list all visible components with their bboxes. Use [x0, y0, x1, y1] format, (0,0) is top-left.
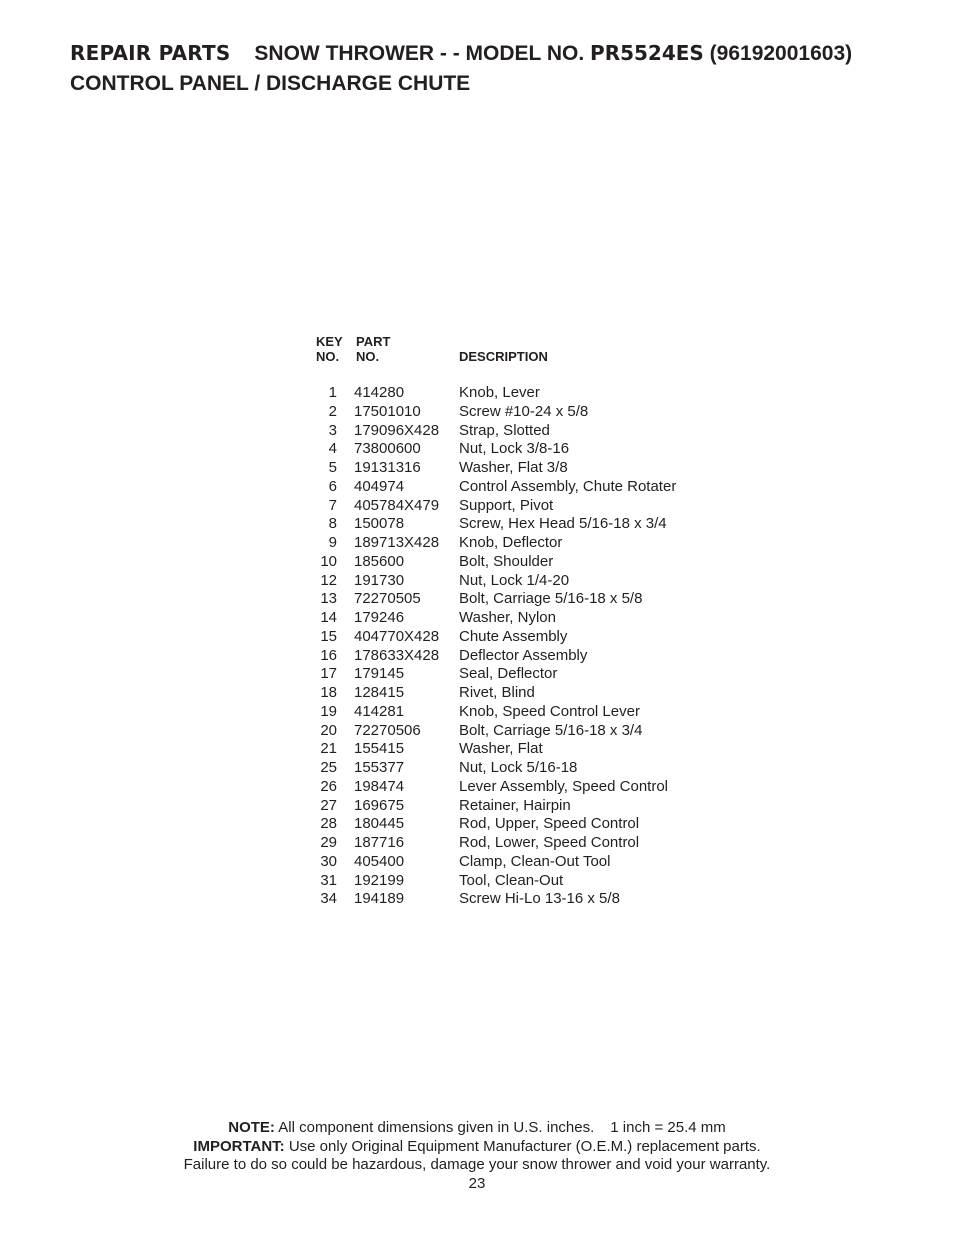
part-header-line1: PART: [356, 334, 391, 349]
key-no-header: [316, 334, 343, 364]
table-row: [310, 553, 710, 572]
key-header-line2: NO.: [316, 349, 340, 364]
description-cell: Lever Assembly, Speed Control: [459, 777, 668, 795]
key-no-cell: 18: [320, 684, 337, 701]
description-cell: Nut, Lock 5/16-18: [459, 759, 578, 776]
note-label: NOTE:: [228, 1119, 275, 1136]
part-no-cell: 189713X428: [354, 534, 440, 551]
table-row: [310, 872, 710, 891]
table-row: [310, 459, 710, 478]
description-cell: Support, Pivot: [459, 496, 554, 514]
part-no-cell: 185600: [354, 552, 405, 570]
table-row: [310, 515, 710, 534]
description-cell: Chute Assembly: [459, 627, 568, 645]
description-cell: Washer, Flat 3/8: [459, 459, 568, 476]
description-cell: Rivet, Blind: [459, 684, 535, 701]
description-cell: Washer, Nylon: [459, 609, 556, 626]
warning-line: Failure to do so could be hazardous, damage your snow thrower and void your warranty.: [183, 1156, 771, 1173]
key-no-cell: 34: [320, 890, 337, 908]
repair-parts-label: REPAIR PARTS: [70, 41, 231, 65]
table-row: [310, 722, 710, 741]
table-row: [310, 797, 710, 816]
description-cell: Bolt, Carriage 5/16-18 x 5/8: [459, 590, 643, 608]
key-no-cell: 5: [328, 459, 337, 476]
table-row: [310, 853, 710, 872]
note-text: All component dimensions given in U.S. inches.: [278, 1119, 595, 1136]
description-cell: Rod, Upper, Speed Control: [459, 815, 640, 833]
part-no-cell: 72270506: [354, 721, 421, 739]
table-row: [310, 759, 710, 778]
key-no-cell: 17: [320, 665, 337, 683]
table-row: [310, 778, 710, 797]
description-header: DESCRIPTION: [459, 349, 548, 364]
key-no-cell: 20: [320, 721, 337, 739]
part-no-cell: 155415: [354, 740, 405, 758]
description-cell: Clamp, Clean-Out Tool: [459, 852, 611, 870]
table-row: [310, 703, 710, 722]
part-no-cell: 17501010: [354, 402, 421, 420]
part-no-cell: 191730: [354, 571, 405, 589]
table-row: [310, 834, 710, 853]
key-no-cell: 14: [320, 609, 337, 626]
description-cell: Screw, Hex Head 5/16-18 x 3/4: [459, 515, 667, 533]
description-cell: Nut, Lock 3/8-16: [459, 440, 570, 458]
description-cell: Knob, Lever: [459, 384, 540, 401]
description-cell: Screw Hi-Lo 13-16 x 5/8: [459, 890, 620, 908]
description-cell: Seal, Deflector: [459, 665, 558, 683]
table-row: [310, 684, 710, 703]
table-row: [310, 422, 710, 441]
description-cell: Strap, Slotted: [459, 421, 550, 439]
part-no-cell: 128415: [354, 684, 405, 701]
part-no-cell: 155377: [354, 759, 405, 776]
key-no-cell: 21: [320, 740, 337, 758]
key-no-cell: 9: [328, 534, 337, 551]
key-no-cell: 29: [320, 834, 337, 851]
description-cell: Knob, Speed Control Lever: [459, 702, 640, 720]
parts-list-rows: [310, 384, 710, 909]
key-no-cell: 2: [328, 402, 337, 420]
part-no-cell: 405400: [354, 852, 405, 870]
table-row: [310, 628, 710, 647]
key-no-cell: 28: [320, 815, 337, 833]
table-row: [310, 403, 710, 422]
page-footer: [0, 1119, 954, 1193]
part-no-cell: 198474: [354, 777, 405, 795]
table-row: [310, 815, 710, 834]
header-title-line: [70, 38, 930, 69]
part-no-cell: 178633X428: [354, 646, 440, 664]
section-subtitle: CONTROL PANEL / DISCHARGE CHUTE: [70, 72, 471, 95]
part-no-cell: 414280: [354, 384, 405, 401]
table-row: [310, 647, 710, 666]
key-header-line1: KEY: [316, 334, 343, 349]
parts-list: [310, 334, 710, 909]
key-no-cell: 25: [320, 759, 337, 776]
table-row: [310, 665, 710, 684]
note-line: [0, 1119, 954, 1138]
key-no-cell: 8: [328, 515, 337, 533]
description-cell: Retainer, Hairpin: [459, 796, 571, 814]
part-no-cell: 187716: [354, 834, 405, 851]
key-no-cell: 27: [320, 796, 337, 814]
model-code: (96192001603): [709, 42, 853, 65]
parts-list-header: [310, 334, 710, 366]
table-row: [310, 440, 710, 459]
description-cell: Screw #10-24 x 5/8: [459, 402, 589, 420]
part-no-cell: 150078: [354, 515, 405, 533]
key-no-cell: 12: [320, 571, 337, 589]
table-row: [310, 384, 710, 403]
key-no-cell: 3: [328, 421, 337, 439]
key-no-cell: 10: [320, 552, 337, 570]
part-no-cell: 405784X479: [354, 496, 440, 514]
key-no-cell: 7: [328, 496, 337, 514]
conversion-text: 1 inch = 25.4 mm: [610, 1119, 726, 1136]
key-no-cell: 15: [320, 627, 337, 645]
key-no-cell: 31: [320, 871, 337, 889]
table-row: [310, 497, 710, 516]
key-no-cell: 4: [328, 440, 337, 458]
important-line: [0, 1138, 954, 1157]
page-number: 23: [468, 1174, 486, 1192]
description-cell: Rod, Lower, Speed Control: [459, 834, 640, 851]
part-no-cell: 179096X428: [354, 421, 440, 439]
part-no-cell: 180445: [354, 815, 405, 833]
part-no-cell: 169675: [354, 796, 405, 814]
part-no-cell: 72270505: [354, 590, 421, 608]
description-cell: Washer, Flat: [459, 740, 543, 758]
table-row: [310, 572, 710, 591]
model-number: PR5524ES: [590, 41, 704, 65]
part-no-cell: 192199: [354, 871, 405, 889]
part-no-cell: 414281: [354, 702, 405, 720]
key-no-cell: 16: [320, 646, 337, 664]
key-no-cell: 26: [320, 777, 337, 795]
table-row: [310, 590, 710, 609]
part-no-cell: 404974: [354, 477, 405, 495]
part-no-cell: 19131316: [354, 459, 421, 476]
part-no-cell: 404770X428: [354, 627, 440, 645]
description-cell: Deflector Assembly: [459, 646, 588, 664]
description-cell: Bolt, Carriage 5/16-18 x 3/4: [459, 721, 643, 739]
part-no-header: [356, 334, 390, 364]
description-cell: Knob, Deflector: [459, 534, 563, 551]
table-row: [310, 534, 710, 553]
part-no-cell: 179246: [354, 609, 405, 626]
table-row: [310, 890, 710, 909]
key-no-cell: 19: [320, 702, 337, 720]
key-no-cell: 13: [320, 590, 337, 608]
table-row: [310, 740, 710, 759]
description-cell: Control Assembly, Chute Rotater: [459, 477, 677, 495]
part-no-cell: 73800600: [354, 440, 421, 458]
table-row: [310, 478, 710, 497]
important-text: Use only Original Equipment Manufacturer (O.E.M.) replacement parts.: [288, 1137, 761, 1155]
part-no-cell: 194189: [354, 890, 405, 908]
part-no-cell: 179145: [354, 665, 405, 683]
product-label: SNOW THROWER - - MODEL NO.: [254, 42, 585, 65]
key-no-cell: 6: [328, 477, 337, 495]
important-label: IMPORTANT:: [193, 1137, 285, 1155]
description-cell: Tool, Clean-Out: [459, 871, 564, 889]
key-no-cell: 30: [320, 852, 337, 870]
table-row: [310, 609, 710, 628]
key-no-cell: 1: [328, 384, 337, 401]
description-cell: Nut, Lock 1/4-20: [459, 571, 570, 589]
part-header-line2: NO.: [356, 349, 380, 364]
description-cell: Bolt, Shoulder: [459, 552, 554, 570]
page-header: [70, 38, 930, 99]
